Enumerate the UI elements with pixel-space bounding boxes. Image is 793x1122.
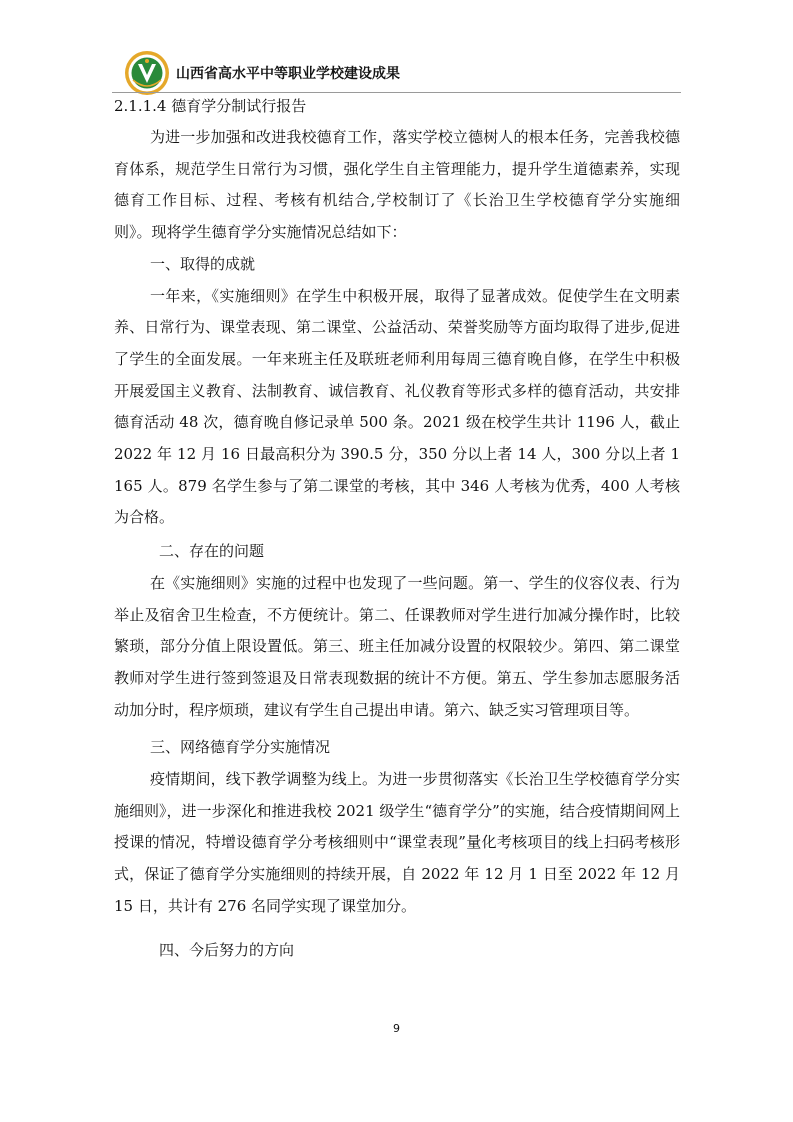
subheading-online-implementation: 三、网络德育学分实施情况	[150, 738, 331, 757]
school-emblem-icon	[124, 50, 170, 96]
subheading-achievements: 一、取得的成就	[150, 254, 256, 273]
document-body	[114, 95, 680, 966]
school-name-title: 山西省高水平中等职业学校建设成果	[176, 66, 400, 82]
section-heading: 2.1.1.4 德育学分制试行报告	[114, 97, 307, 115]
subheading-future-direction: 四、今后努力的方向	[159, 940, 295, 959]
page-header	[124, 50, 724, 96]
paragraph-online-implementation: 疫情期间，线下教学调整为线上。为进一步贯彻落实《长治卫生学校德育学分实施细则》，进一步深化和推进我校 2021 级学生“德育学分”的实施，结合疫情期间网上授课的情况，特增设德育学分考核细则中“课堂表现”量化考核项目的线上扫码考核形式，保证了德育学分实施细则的持续开展，自 2022 年 12 月 1 日至 2022 年 12 月 15 日，共计有 276 名同学实现了课堂加分。	[114, 770, 680, 915]
header-divider	[112, 92, 681, 93]
page-number: 9	[393, 1022, 400, 1035]
subheading-problems: 二、存在的问题	[159, 542, 265, 561]
intro-paragraph: 为进一步加强和改进我校德育工作，落实学校立德树人的根本任务，完善我校德育体系，规范学生日常行为习惯，强化学生自主管理能力，提升学生道德素养，实现德育工作目标、过程、考核有机结合,学校制订了《长治卫生学校德育学分实施细则》。现将学生德育学分实施情况总结如下：	[114, 128, 680, 242]
paragraph-achievements: 一年来，《实施细则》在学生中积极开展，取得了显著成效。促使学生在文明素养、日常行为、课堂表现、第二课堂、公益活动、荣誉奖励等方面均取得了进步,促进了学生的全面发展。一年来班主任及联班老师利用每周三德育晚自修，在学生中积极开展爱国主义教育、法制教育、诚信教育、礼仪教育等形式多样的德育活动，共安排德育活动 48 次，德育晚自修记录单 500 条。2021 级在校学生共计 1196 人，截止 2022 年 12 月 16 日最高积分为 390.5 分，350 分以上者 14 人，300 分以上者 1165 人。879 名学生参与了第二课堂的考核，其中 346 人考核为优秀，400 人考核为合格。	[114, 286, 680, 527]
paragraph-problems: 在《实施细则》实施的过程中也发现了一些问题。第一、学生的仪容仪表、行为举止及宿舍卫生检查，不方便统计。第二、任课教师对学生进行加减分操作时，比较繁琐，部分分值上限设置低。第三、班主任加减分设置的权限较少。第四、第二课堂教师对学生进行签到签退及日常表现数据的统计不方便。第五、学生参加志愿服务活动加分时，程序烦琐，建议有学生自己提出申请。第六、缺乏实习管理项目等。	[114, 573, 680, 719]
